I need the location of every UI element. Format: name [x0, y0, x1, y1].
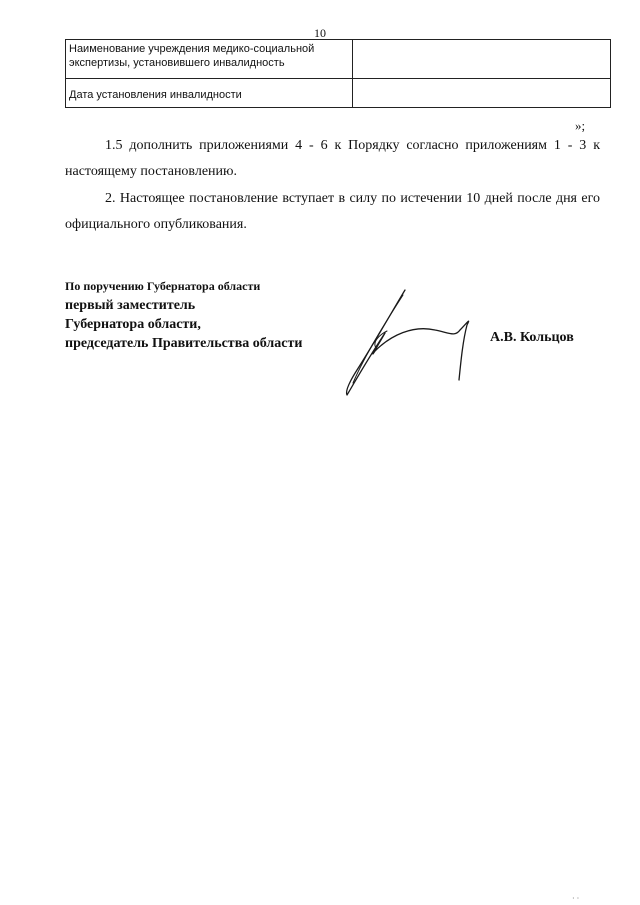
signatory-line: Губернатора области,	[65, 317, 201, 332]
signatory-line: председатель Правительства области	[65, 336, 303, 351]
table-cell-label: Наименование учреждения медико-социальной экспертизы, установившего инвалидность	[66, 40, 353, 79]
paragraph-1-5	[65, 133, 600, 185]
page-corner-mark: · ·	[572, 894, 580, 903]
signer-name: А.В. Кольцов	[490, 330, 574, 345]
signatory-line: По поручению Губернатора области	[65, 279, 261, 293]
closing-quote: »;	[575, 118, 586, 133]
disability-info-table	[65, 39, 611, 108]
signatory-line: первый заместитель	[65, 298, 196, 313]
table-cell-label: Дата установления инвалидности	[66, 79, 353, 108]
table-cell-value	[353, 79, 611, 108]
paragraph-text: 1.5 дополнить приложениями 4 - 6 к Порядку согласно приложениям 1 - 3 к настоящему постановлению.	[65, 138, 600, 179]
paragraph-text: 2. Настоящее постановление вступает в силу по истечении 10 дней после дня его официального опубликования.	[65, 191, 600, 232]
table-cell-value	[353, 40, 611, 79]
page-number: 10	[314, 26, 326, 40]
handwritten-signature	[335, 285, 485, 400]
paragraph-2	[65, 186, 600, 238]
table-row	[66, 40, 611, 79]
table-row	[66, 79, 611, 108]
signatory-title-block	[65, 278, 302, 353]
